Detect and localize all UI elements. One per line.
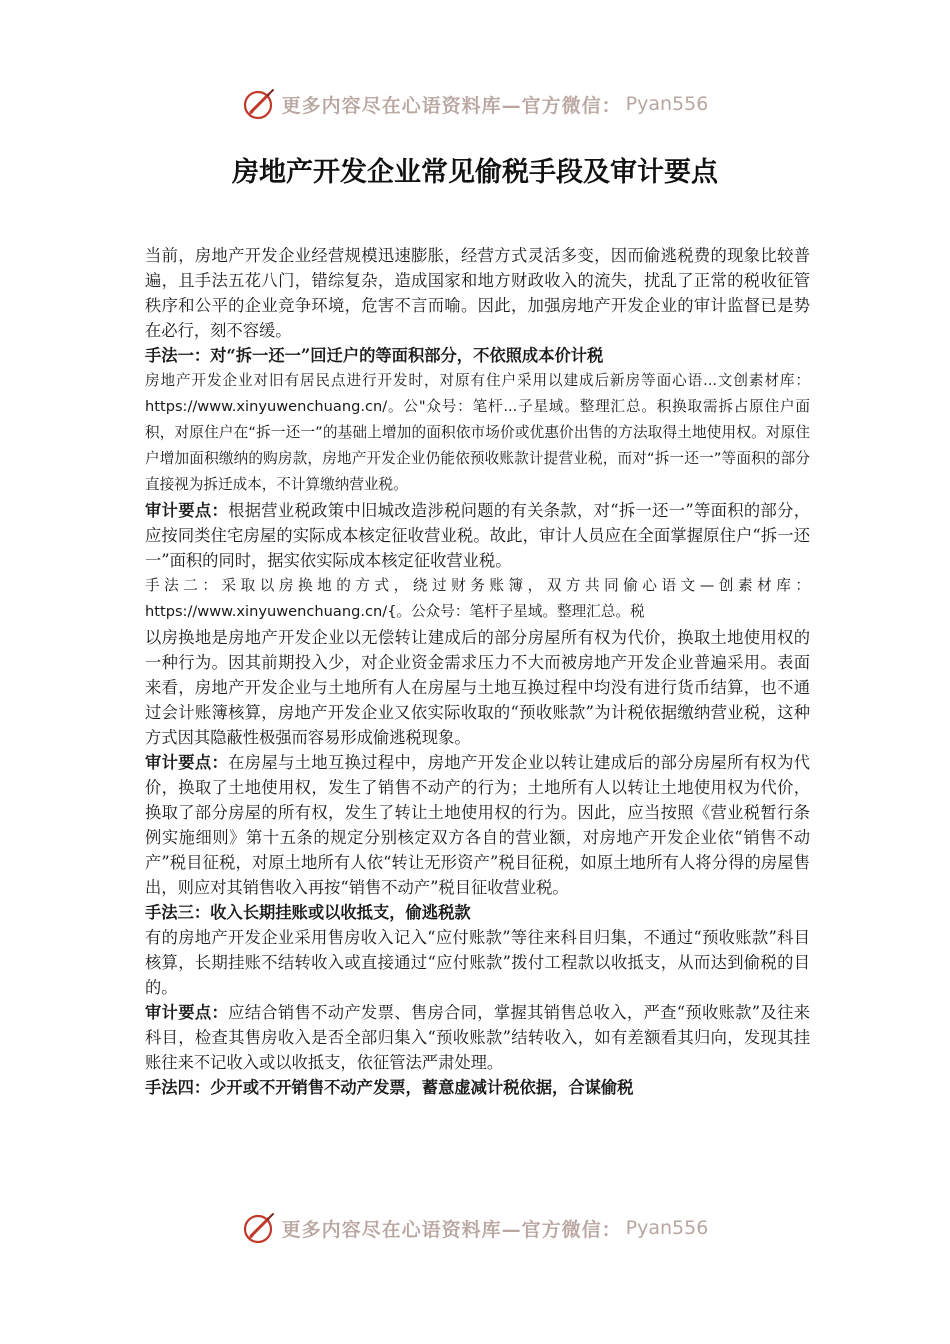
audit-label-1: 审计要点：	[145, 501, 229, 520]
method-1-heading: 手法一：对“拆一还一”回迁户的等面积部分，不依照成本价计税	[145, 346, 604, 365]
method-1-body: 房地产开发企业对旧有居民点进行开发时，对原有住户采用以建成后新房等面心语...文创素材库：https://www.xinyuwenchuang.cn/。公"众号：笔杆...子星域。整理汇总。积换取需拆占原住户面积，对原住户在“拆一还一”的基础上增加的面积依市场价或优惠价出售的方法取得土地使用权。对原住户增加面积缴纳的购房款，房地产开发企业仍能依预收账款计提营业税，而对“拆一还一”等面积的部分直接视为拆迁成本，不计算缴纳营业税。	[145, 372, 810, 493]
document-body	[145, 243, 810, 1100]
banner-text: 更多内容尽在心语资料库—官方微信：	[281, 1218, 622, 1241]
audit-point-2	[145, 750, 810, 900]
brush-logo-icon	[242, 1210, 278, 1246]
audit-point-1	[145, 498, 810, 573]
banner-wechat-id: Pyan556	[625, 1217, 709, 1239]
banner-wechat-id: Pyan556	[625, 93, 709, 115]
method-2-body: 以房换地是房地产开发企业以无偿转让建成后的部分房屋所有权为代价，换取土地使用权的一种行为。因其前期投入少，对企业资金需求压力不大而被房地产开发企业普遍采用。表面来看，房地产开发企业与土地所有人在房屋与土地互换过程中均没有进行货币结算，也不通过会计账簿核算，房地产开发企业又依实际收取的“预收账款”为计税依据缴纳营业税，这种方式因其隐蔽性极强而容易形成偷逃税现象。	[145, 628, 810, 747]
method-4-heading: 手法四：少开或不开销售不动产发票，蓄意虚减计税依据，合谋偷税	[145, 1078, 634, 1097]
audit-label-2: 审计要点：	[145, 753, 229, 772]
audit-body-2: 在房屋与土地互换过程中，房地产开发企业以转让建成后的部分房屋所有权为代价，换取了土地使用权，发生了销售不动产的行为；土地所有人以转让土地使用权为代价，换取了部分房屋的所有权，发生了转让土地使用权的行为。因此，应当按照《营业税暂行条例实施细则》第十五条的规定分别核定双方各自的营业额，对房地产开发企业依“销售不动产”税目征税，对原土地所有人依“转让无形资产”税目征税，如原土地所有人将分得的房屋售出，则应对其销售收入再按“销售不动产”税目征收营业税。	[145, 753, 810, 897]
audit-point-3	[145, 1000, 810, 1075]
method-3-heading: 手法三：收入长期挂账或以收抵支，偷逃税款	[145, 903, 471, 922]
audit-body-1: 根据营业税政策中旧城改造涉税问题的有关条款，对“拆一还一”等面积的部分，应按同类住宅房屋的实际成本核定征收营业税。故此，审计人员应在全面掌握原住户“拆一还一”面积的同时，据实依实际成本核定征收营业税。	[145, 501, 810, 570]
audit-body-3: 应结合销售不动产发票、售房合同，掌握其销售总收入，严查“预收账款”及往来科目，检查其售房收入是否全部归集入“预收账款”结转收入，如有差额看其归向，发现其挂账往来不记收入或以收抵支，依征管法严肃处理。	[145, 1003, 810, 1072]
intro-paragraph: 当前，房地产开发企业经营规模迅速膨胀，经营方式灵活多变，因而偷逃税费的现象比较普遍，且手法五花八门，错综复杂，造成国家和地方财政收入的流失，扰乱了正常的税收征管秩序和公平的企业竞争环境，危害不言而喻。因此，加强房地产开发企业的审计监督已是势在必行，刻不容缓。	[145, 246, 810, 340]
header-banner	[0, 82, 950, 126]
page-title: 房地产开发企业常见偷税手段及审计要点	[232, 157, 718, 188]
audit-label-3: 审计要点：	[145, 1003, 229, 1022]
method-2-heading: 手法二：采取以房换地的方式，绕过财务账簿，双方共同偷心语文—创素材库：https://www.xinyuwenchuang.cn/{。公众号：笔杆子星域。整理汇总。税	[145, 577, 810, 620]
brush-logo-icon	[242, 86, 278, 122]
method-3-body: 有的房地产开发企业采用售房收入记入“应付账款”等往来科目归集，不通过“预收账款”科目核算，长期挂账不结转收入或直接通过“应付账款”拨付工程款以收抵支，从而达到偷税的目的。	[145, 928, 810, 997]
banner-text: 更多内容尽在心语资料库—官方微信：	[281, 94, 622, 117]
footer-banner	[0, 1206, 950, 1250]
